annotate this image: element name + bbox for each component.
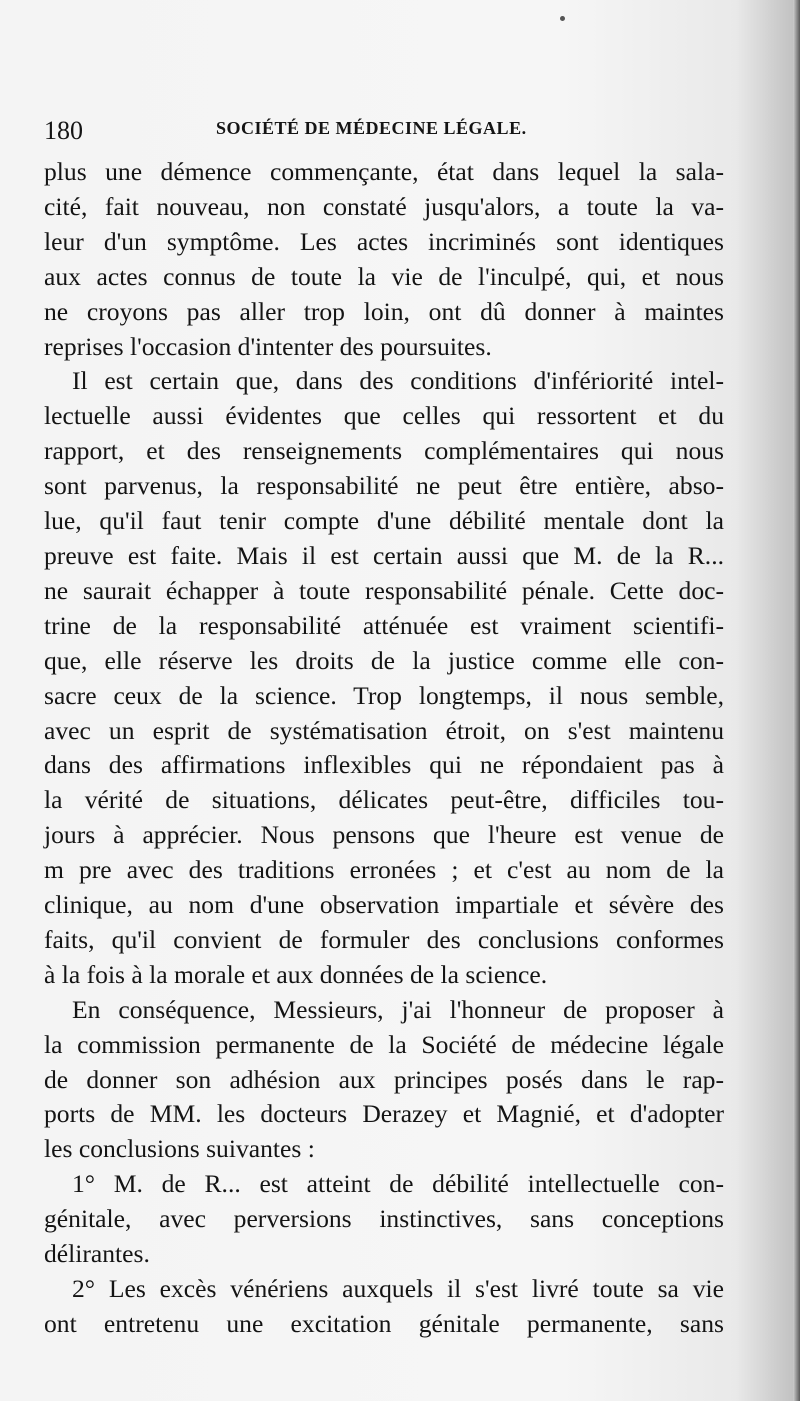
text-line: les conclusions suivantes :	[44, 1134, 315, 1164]
text-line: lue, qu'il faut tenir compte d'une débilité mentale dont la	[44, 506, 724, 536]
text-line: aux actes connus de toute la vie de l'inculpé, qui, et nous	[44, 261, 724, 291]
text-line: clinique, au nom d'une observation impartiale et sévère des	[44, 890, 724, 920]
text-line: preuve est faite. Mais il est certain aussi que M. de la R...	[44, 540, 724, 570]
text-line: jours à apprécier. Nous pensons que l'heure est venue de	[44, 820, 724, 850]
text-line: de donner son adhésion aux principes posés dans le rap-	[44, 1064, 724, 1094]
text-line: rapport, et des renseignements complémentaires qui nous	[44, 436, 724, 466]
text-line: sont parvenus, la responsabilité ne peut être entière, abso-	[44, 471, 724, 501]
text-line: avec un esprit de systématisation étroit, on s'est maintenu	[44, 715, 724, 745]
text-line: plus une démence commençante, état dans lequel la sala-	[44, 157, 724, 186]
text-line: à la fois à la morale et aux données de la science.	[44, 959, 548, 989]
text-line: ont entretenu une excitation génitale permanente, sans	[44, 1308, 724, 1338]
text-line: la commission permanente de la Société de médecine légale	[44, 1029, 724, 1059]
text-line: délirantes.	[44, 1239, 150, 1269]
text-line: sacre ceux de la science. Trop longtemps, il nous semble,	[44, 680, 724, 710]
ink-speck	[560, 16, 565, 21]
running-title: SOCIÉTÉ DE MÉDECINE LÉGALE.	[216, 118, 527, 138]
text-line: m pre avec des traditions erronées ; et c'est au nom de la	[44, 855, 724, 885]
text-line: la vérité de situations, délicates peut-être, difficiles tou-	[44, 785, 724, 815]
text-line: trine de la responsabilité atténuée est vraiment scientifi-	[44, 610, 724, 640]
text-line: faits, qu'il convient de formuler des conclusions conformes	[44, 924, 724, 954]
text-line: Il est certain que, dans des conditions d'infériorité intel-	[72, 366, 724, 396]
text-line: ports de MM. les docteurs Derazey et Magnié, et d'adopter	[44, 1099, 724, 1129]
text-line: génitale, avec perversions instinctives, sans conceptions	[44, 1204, 724, 1234]
text-line: 1° M. de R... est atteint de débilité intellectuelle con-	[72, 1169, 724, 1199]
text-line: lectuelle aussi évidentes que celles qui ressortent et du	[44, 401, 724, 431]
body-text	[44, 155, 724, 1342]
text-line: reprises l'occasion d'intenter des poursuites.	[44, 331, 492, 361]
text-line: 2° Les excès vénériens auxquels il s'est livré toute sa vie	[72, 1274, 724, 1303]
text-line: que, elle réserve les droits de la justice comme elle con-	[44, 645, 724, 675]
text-line: leur d'un symptôme. Les actes incriminés sont identiques	[44, 226, 724, 256]
text-line: ne saurait échapper à toute responsabilité pénale. Cette doc-	[44, 575, 724, 605]
page-number: 180	[44, 116, 83, 145]
page-spine-shadow	[793, 0, 800, 1401]
text-line: cité, fait nouveau, non constaté jusqu'alors, a toute la va-	[44, 191, 724, 221]
text-line: dans des affirmations inflexibles qui ne répondaient pas à	[44, 750, 724, 780]
page-header	[44, 112, 726, 148]
text-line: ne croyons pas aller trop loin, ont dû donner à maintes	[44, 296, 724, 326]
text-line: En conséquence, Messieurs, j'ai l'honneur de proposer à	[72, 994, 724, 1024]
